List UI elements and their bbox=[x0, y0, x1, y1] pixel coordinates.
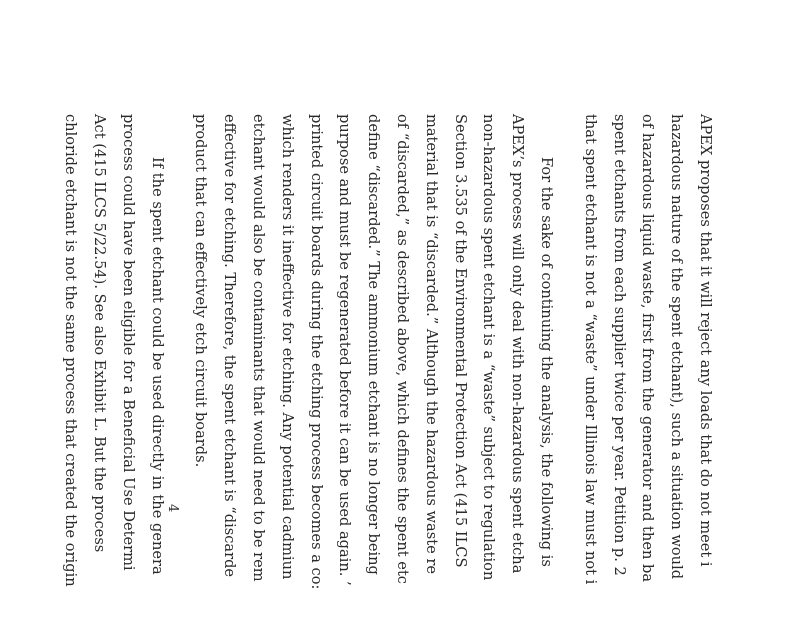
page-number: 4 bbox=[165, 504, 180, 513]
text-line: Act (415 ILCS 5/22.54). See also Exhibit L. But the process bbox=[91, 114, 109, 553]
text-line: process could have been eligible for a Beneficial Use Determi bbox=[119, 114, 137, 571]
text-line: Section 3.535 of the Environmental Protection Act (415 ILCS bbox=[451, 114, 469, 568]
text-line: material that is “discarded.” Although the hazardous waste re bbox=[422, 114, 440, 574]
text-line: chloride etchant is not the same process that created the origin bbox=[62, 114, 80, 587]
text-line: etchant would also be contaminants that would need to be rem bbox=[250, 114, 268, 582]
text-line: For the sake of continuing the analysis, the following is bbox=[538, 157, 556, 567]
text-line: purpose and must be regenerated before it can be used again. ’ bbox=[336, 114, 354, 586]
text-line: of “discarded,” as described above, which defines the spent etc bbox=[394, 114, 412, 584]
text-line: printed circuit boards during the etching process becomes a co: bbox=[307, 114, 325, 590]
text-line: APEX’s process will only deal with non-hazardous spent etcha bbox=[509, 114, 527, 574]
text-line: define “discarded.” The ammonium etchant is no longer being bbox=[365, 114, 383, 575]
text-line: product that can effectively etch circuit boards. bbox=[192, 114, 210, 468]
text-line: hazardous nature of the spent etchant), such a situation would bbox=[668, 114, 686, 580]
text-line: which renders it ineffective for etching. Any potential cadmiun bbox=[278, 114, 296, 580]
text-line: that spent etchant is not a “waste” under Illinois law must not i bbox=[581, 114, 599, 585]
text-line: If the spent etchant could be used directly in the genera bbox=[148, 157, 166, 575]
body-text bbox=[55, 114, 719, 618]
text-line: spent etchants from each supplier twice per year. Petition p. 2 bbox=[610, 114, 628, 576]
text-line: effective for etching. Therefore, the spent etchant is “discarde bbox=[221, 114, 239, 578]
text-line: APEX proposes that it will reject any loads that do not meet i bbox=[697, 114, 714, 567]
text-line: of hazardous liquid waste, first from the generator and then ba bbox=[639, 114, 657, 583]
text-line: non-hazardous spent etchant is a “waste” subject to regulation bbox=[480, 114, 498, 581]
